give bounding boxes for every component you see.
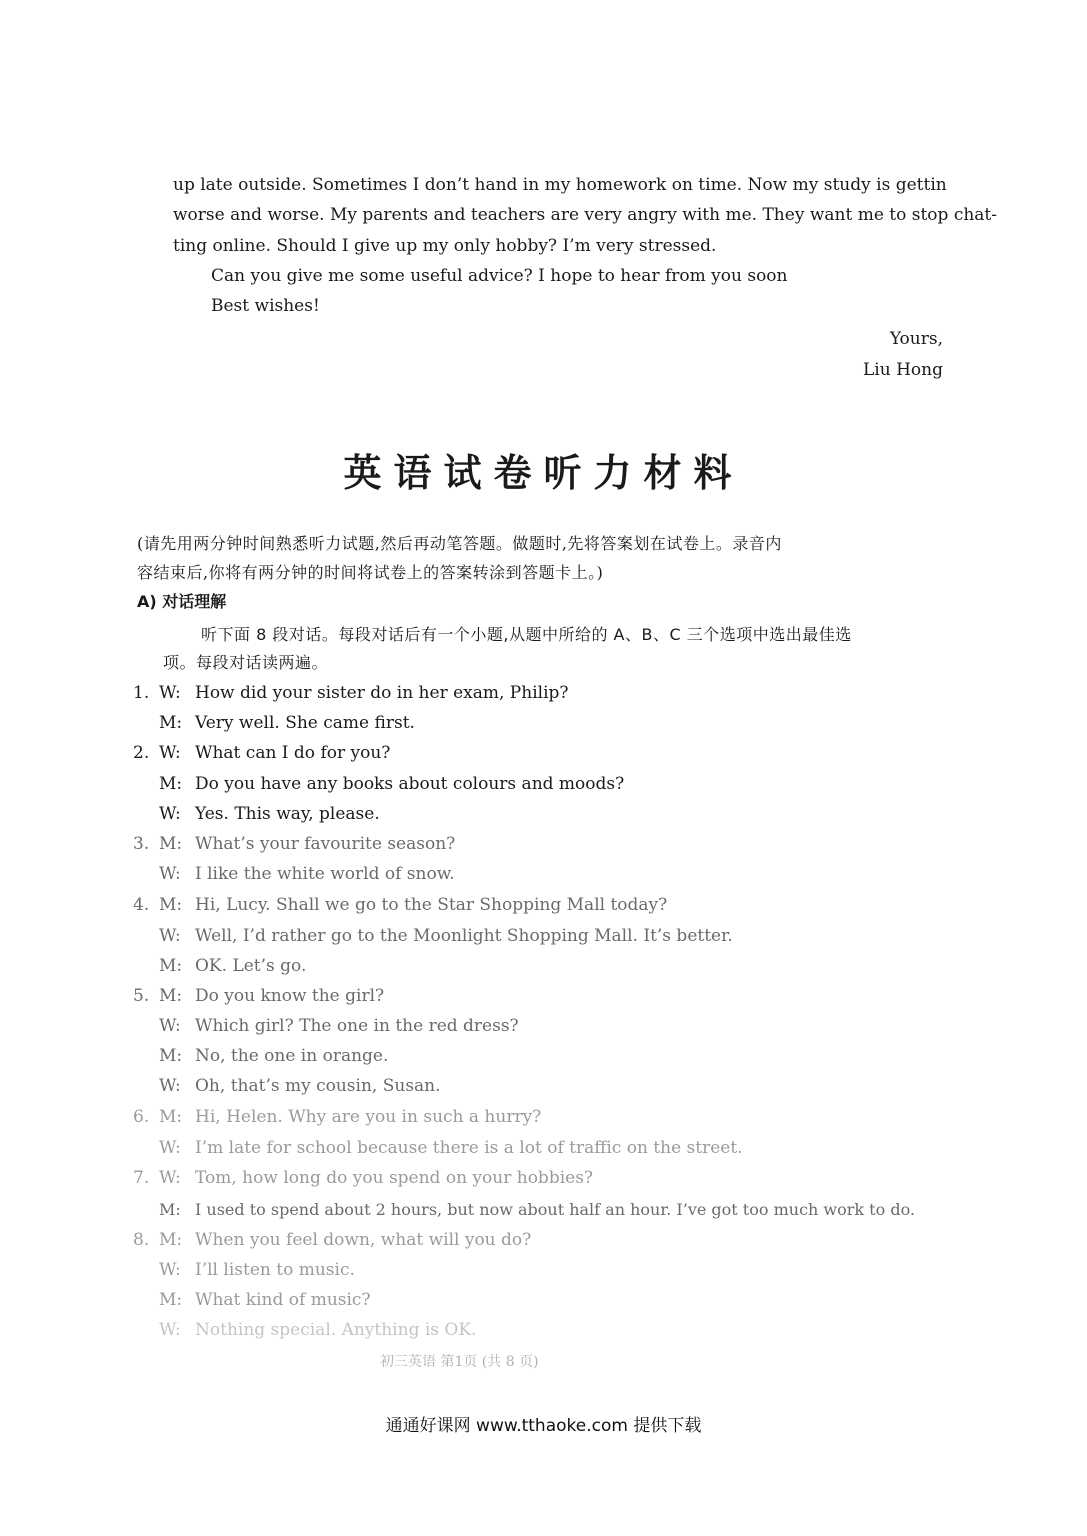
- dialogue-line: [133, 894, 667, 916]
- question-number: 5.: [133, 986, 150, 1006]
- dialogue-line: [133, 742, 390, 764]
- dialogue-line: [133, 1229, 531, 1251]
- download-footer: 通通好课网 www.tthaoke.com 提供下载: [385, 1416, 702, 1436]
- utterance: Hi, Helen. Why are you in such a hurry?: [195, 1107, 542, 1127]
- utterance: What’s your favourite season?: [195, 834, 456, 854]
- utterance: Hi, Lucy. Shall we go to the Star Shopping Mall today?: [195, 895, 668, 915]
- speaker: W:: [159, 743, 181, 763]
- dialogue-line: [159, 1075, 441, 1097]
- instructions-line: 容结束后,你将有两分钟的时间将试卷上的答案转涂到答题卡上。): [137, 563, 604, 582]
- dialogue-line: [133, 985, 384, 1007]
- dialogue-line: [159, 773, 624, 795]
- question-number: 4.: [133, 895, 150, 915]
- letter-line: worse and worse. My parents and teachers are very angry with me. They want me to stop chat-: [173, 205, 998, 225]
- speaker: M:: [159, 1046, 183, 1066]
- letter-signature: Liu Hong: [863, 360, 943, 380]
- speaker: M:: [159, 1230, 183, 1250]
- speaker: W:: [159, 1168, 181, 1188]
- utterance: Oh, that’s my cousin, Susan.: [195, 1076, 441, 1096]
- utterance: I used to spend about 2 hours, but now about half an hour. I’ve got too much work to do.: [195, 1200, 915, 1219]
- dialogue-line: [159, 1015, 519, 1037]
- utterance: Well, I’d rather go to the Moonlight Shopping Mall. It’s better.: [195, 926, 733, 946]
- utterance: Yes. This way, please.: [195, 804, 380, 824]
- utterance: When you feel down, what will you do?: [195, 1230, 532, 1250]
- question-number: 7.: [133, 1168, 150, 1188]
- letter-line: up late outside. Sometimes I don’t hand in my homework on time. Now my study is gettin: [173, 175, 947, 195]
- speaker: W:: [159, 1076, 181, 1096]
- dialogue-line: [159, 1045, 388, 1067]
- utterance: I’m late for school because there is a lot of traffic on the street.: [195, 1138, 743, 1158]
- utterance: No, the one in orange.: [195, 1046, 389, 1066]
- dialogue-line: [159, 712, 415, 734]
- speaker: M:: [159, 1290, 183, 1310]
- dialogue-line: [159, 1289, 371, 1311]
- utterance: Do you have any books about colours and moods?: [195, 774, 625, 794]
- letter-wishes: Best wishes!: [211, 296, 320, 316]
- utterance: What can I do for you?: [195, 743, 391, 763]
- speaker: W:: [159, 1320, 181, 1340]
- speaker: W:: [159, 683, 181, 703]
- question-number: 8.: [133, 1230, 150, 1250]
- utterance: I like the white world of snow.: [195, 864, 455, 884]
- speaker: W:: [159, 864, 181, 884]
- section-heading: A) 对话理解: [137, 592, 227, 611]
- letter-advice: Can you give me some useful advice? I hope to hear from you soon: [211, 266, 788, 286]
- utterance: Which girl? The one in the red dress?: [195, 1016, 519, 1036]
- letter-line: ting online. Should I give up my only hobby? I’m very stressed.: [173, 236, 717, 256]
- speaker: M:: [159, 834, 183, 854]
- utterance: OK. Let’s go.: [195, 956, 307, 976]
- utterance: What kind of music?: [195, 1290, 371, 1310]
- speaker: W:: [159, 1016, 181, 1036]
- speaker: W:: [159, 926, 181, 946]
- utterance: How did your sister do in her exam, Philip?: [195, 683, 569, 703]
- letter-closing: Yours,: [889, 329, 943, 349]
- speaker: M:: [159, 1200, 181, 1219]
- question-number: 3.: [133, 834, 150, 854]
- dialogue-line: [159, 1199, 915, 1221]
- dialogue-line: [159, 1259, 355, 1281]
- utterance: Very well. She came first.: [195, 713, 415, 733]
- question-number: 2.: [133, 743, 150, 763]
- section-direction: 听下面 8 段对话。每段对话后有一个小题,从题中所给的 A、B、C 三个选项中选出最佳选: [201, 625, 852, 644]
- section-direction: 项。每段对话读两遍。: [163, 653, 329, 672]
- dialogue-line: [159, 925, 733, 947]
- utterance: Do you know the girl?: [195, 986, 385, 1006]
- page-number: 初三英语 第1页 (共 8 页): [380, 1354, 539, 1370]
- speaker: M:: [159, 895, 183, 915]
- question-number: 1.: [133, 683, 150, 703]
- speaker: W:: [159, 1260, 181, 1280]
- speaker: W:: [159, 804, 181, 824]
- question-number: 6.: [133, 1107, 150, 1127]
- speaker: W:: [159, 1138, 181, 1158]
- speaker: M:: [159, 1107, 183, 1127]
- dialogue-line: [133, 1167, 593, 1189]
- page-title: 英语试卷听力材料: [343, 450, 744, 495]
- speaker: M:: [159, 774, 183, 794]
- utterance: Tom, how long do you spend on your hobbies?: [195, 1168, 594, 1188]
- dialogue-line: [159, 1137, 743, 1159]
- instructions-line: (请先用两分钟时间熟悉听力试题,然后再动笔答题。做题时,先将答案划在试卷上。录音内: [137, 534, 782, 553]
- dialogue-line: [159, 955, 306, 977]
- dialogue-line: [133, 1106, 541, 1128]
- dialogue-line: [159, 1319, 476, 1341]
- speaker: M:: [159, 986, 183, 1006]
- utterance: I’ll listen to music.: [195, 1260, 355, 1280]
- speaker: M:: [159, 956, 183, 976]
- dialogue-line: [133, 682, 569, 704]
- dialogue-line: [159, 863, 455, 885]
- speaker: M:: [159, 713, 183, 733]
- dialogue-line: [133, 833, 455, 855]
- dialogue-line: [159, 803, 380, 825]
- utterance: Nothing special. Anything is OK.: [195, 1320, 477, 1340]
